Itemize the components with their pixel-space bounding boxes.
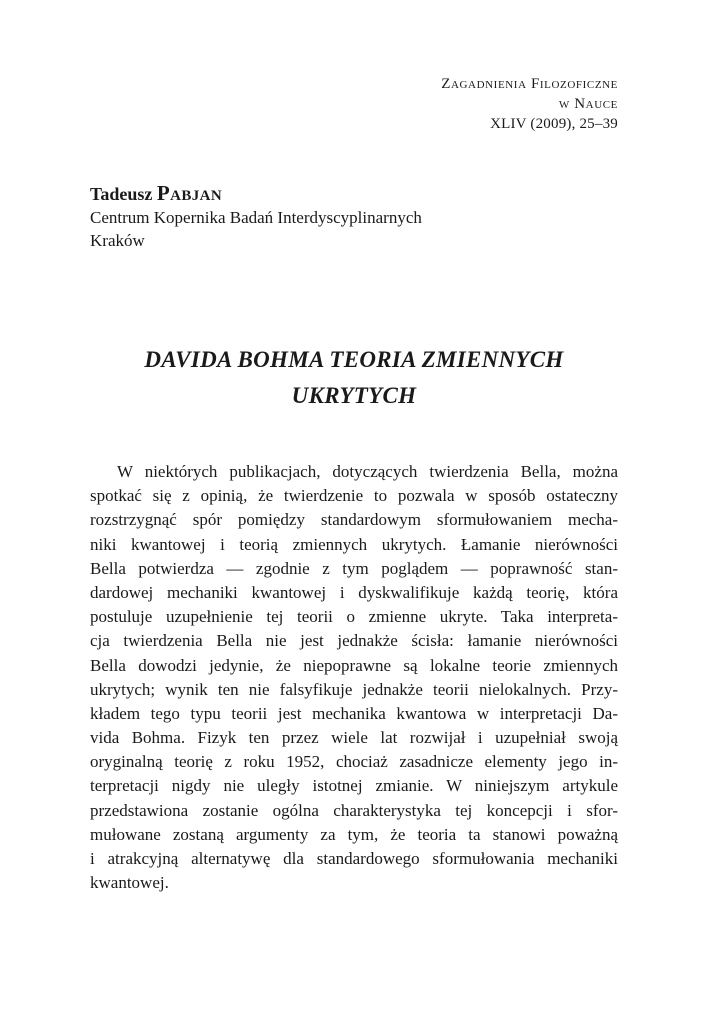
author-city: Kraków: [90, 231, 145, 250]
title-line-1: DAVIDA BOHMA TEORIA ZMIENNYCH: [144, 347, 564, 372]
abstract-line: mułowane zostaną argumenty za tym, że teoria ta stanowi poważną: [90, 824, 618, 844]
author-name: [90, 182, 422, 206]
abstract-line: oryginalną teorię z roku 1952, chociaż zasadnicze elementy jego in-: [90, 752, 618, 772]
abstract-line: W niektórych publikacjach, dotyczących twierdzenia Bella, można: [117, 462, 618, 481]
title-line-2: UKRYTYCH: [291, 383, 417, 408]
article-title: [90, 342, 618, 414]
abstract-line: dardowej mechaniki kwantowej i dyskwalifikuje każdą teorię, która: [90, 582, 618, 602]
abstract-line: rozstrzygnąć spór pomiędzy standardowym sformułowaniem mecha-: [90, 510, 618, 530]
author-affiliation: Centrum Kopernika Badań Interdyscyplinarnych: [90, 208, 422, 227]
abstract-line: kładem tego typu teorii jest mechanika kwantowa w interpretacji Da-: [90, 703, 618, 723]
abstract-line: ukrytych; wynik ten nie falsyfikuje jednakże teorii nielokalnych. Przy-: [90, 679, 618, 699]
author-block: [90, 182, 422, 252]
abstract-line: cja twierdzenia Bella nie jest jednakże ścisła: łamanie nierówności: [90, 631, 618, 651]
abstract-line: Bella potwierdza — zgodnie z tym poglądem — poprawność stan-: [90, 558, 618, 578]
journal-issue: XLIV (2009), 25–39: [490, 116, 618, 132]
abstract-line: kwantowej.: [90, 873, 169, 893]
author-first-name: Tadeusz: [90, 184, 153, 204]
journal-header: [441, 74, 618, 134]
journal-name-line1: Zagadnienia Filozoficzne: [441, 76, 618, 92]
author-surname: Pabjan: [156, 181, 223, 205]
abstract-line: vida Bohma. Fizyk ten przez wiele lat rozwijał i uzupełniał swoją: [90, 728, 618, 748]
abstract-line: spotkać się z opinią, że twierdzenie to pozwala w sposób ostateczny: [90, 486, 618, 506]
abstract-line: terpretacji nigdy nie uległy istotnej zmianie. W niniejszym artykule: [90, 776, 618, 796]
abstract-line: i atrakcyjną alternatywę dla standardowego sformułowania mechaniki: [90, 849, 618, 868]
abstract-line: niki kwantowej i teorią zmiennych ukrytych. Łamanie nierówności: [90, 534, 618, 554]
abstract: [90, 460, 618, 895]
abstract-line: Bella dowodzi jedynie, że niepoprawne są lokalne teorie zmiennych: [90, 655, 618, 675]
abstract-line: postuluje uzupełnienie tej teorii o zmienne ukryte. Taka interpreta-: [90, 607, 618, 627]
journal-name-line2: w Nauce: [558, 96, 618, 112]
abstract-line: przedstawiona zostanie ogólna charakterystyka tej koncepcji i sfor-: [90, 800, 618, 820]
